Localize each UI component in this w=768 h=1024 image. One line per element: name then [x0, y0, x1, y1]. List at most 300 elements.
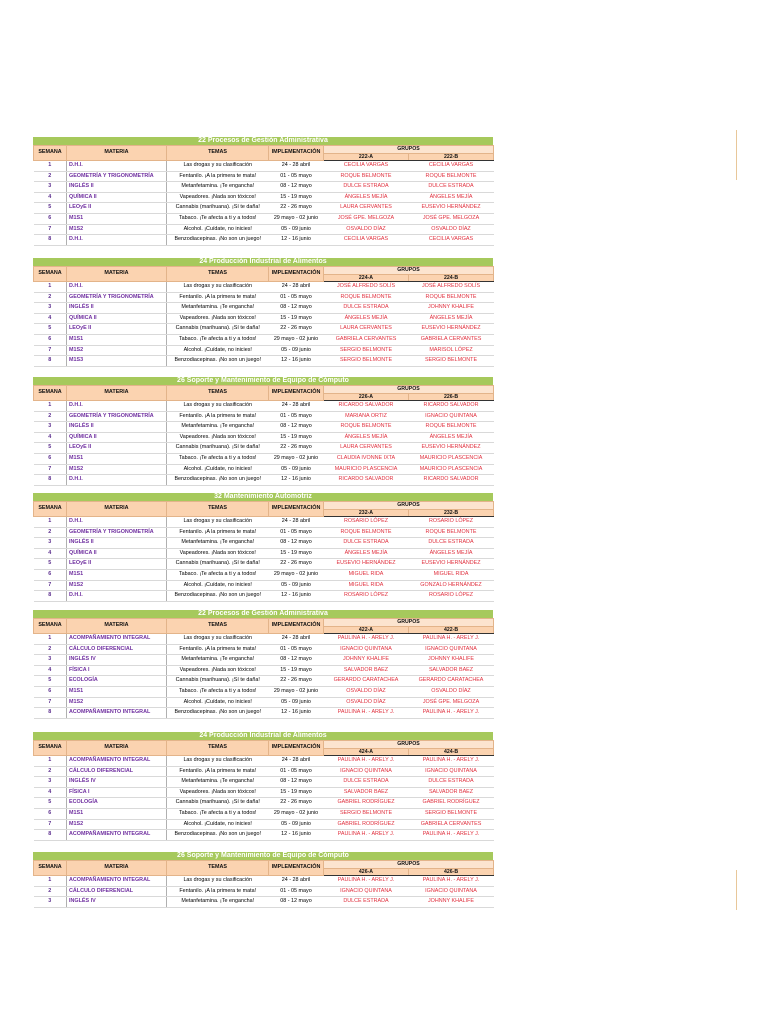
table-row	[34, 517, 494, 528]
week-number: 3	[34, 538, 67, 549]
topic-name: Fentanilo. ¡A la primera te mata!	[167, 411, 269, 422]
teacher-group-b: IGNACIO QUINTANA	[409, 411, 494, 422]
teacher-group-b: RICARDO SALVADOR	[409, 475, 494, 486]
teacher-group-b: EUSEVIO HERNÁNDEZ	[409, 443, 494, 454]
topic-name: Benzodiacepinas. ¡No son un juego!	[167, 830, 269, 841]
teacher-group-a: PAULINA H. - ARELY J.	[324, 876, 409, 887]
header-grupos: GRUPOS	[324, 146, 494, 154]
subject-name: ACOMPAÑAMIENTO INTEGRAL	[67, 876, 167, 887]
table-row	[34, 411, 494, 422]
subject-name: M1S2	[67, 464, 167, 475]
schedule-section	[33, 852, 493, 908]
teacher-group-b: MAURICIO PLASCENCIA	[409, 453, 494, 464]
table-row	[34, 830, 494, 841]
teacher-group-b: DULCE ESTRADA	[409, 777, 494, 788]
table-row	[34, 876, 494, 887]
implementation-dates: 08 - 12 mayo	[269, 897, 324, 908]
implementation-dates: 05 - 09 junio	[269, 224, 324, 235]
topic-name: Alcohol. ¡Cuídate, no inicies!	[167, 224, 269, 235]
implementation-dates: 15 - 19 mayo	[269, 432, 324, 443]
teacher-group-b: GERARDO CARATACHEA	[409, 676, 494, 687]
week-number: 7	[34, 819, 67, 830]
table-row	[34, 313, 494, 324]
teacher-group-a: SERGIO BELMONTE	[324, 345, 409, 356]
subject-name: M1S2	[67, 224, 167, 235]
subject-name: INGLÉS II	[67, 303, 167, 314]
week-number: 4	[34, 313, 67, 324]
subject-name: D.H.I.	[67, 475, 167, 486]
topic-name: Tabaco. ¡Te afecta a ti y a todos!	[167, 686, 269, 697]
teacher-group-b: CECILIA VARGAS	[409, 235, 494, 246]
header-implementacion: IMPLEMENTACIÓN	[269, 386, 324, 401]
topic-name: Benzodiacepinas. ¡No son un juego!	[167, 591, 269, 602]
implementation-dates: 24 - 28 abril	[269, 634, 324, 645]
header-semana: SEMANA	[34, 267, 67, 282]
week-number: 5	[34, 676, 67, 687]
week-number: 1	[34, 517, 67, 528]
page-edge-line	[736, 130, 737, 180]
topic-name: Benzodiacepinas. ¡No son un juego!	[167, 708, 269, 719]
schedule-section	[33, 493, 493, 602]
teacher-group-b: SERGIO BELMONTE	[409, 356, 494, 367]
header-temas: TEMAS	[167, 146, 269, 161]
header-semana: SEMANA	[34, 386, 67, 401]
topic-name: Tabaco. ¡Te afecta a ti y a todos!	[167, 808, 269, 819]
topic-name: Benzodiacepinas. ¡No son un juego!	[167, 475, 269, 486]
implementation-dates: 24 - 28 abril	[269, 161, 324, 172]
topic-name: Vapeadores. ¡Nada son tóxicos!	[167, 548, 269, 559]
group-code: 422-B	[409, 626, 494, 634]
implementation-dates: 08 - 12 mayo	[269, 538, 324, 549]
teacher-group-b: ROQUE BELMONTE	[409, 422, 494, 433]
teacher-group-b: PAULINA H. - ARELY J.	[409, 634, 494, 645]
subject-name: D.H.I.	[67, 161, 167, 172]
table-row	[34, 171, 494, 182]
topic-name: Cannabis (marihuana). ¡Sí te daña!	[167, 203, 269, 214]
week-number: 7	[34, 697, 67, 708]
week-number: 1	[34, 876, 67, 887]
week-number: 2	[34, 171, 67, 182]
topic-name: Fentanilo. ¡A la primera te mata!	[167, 292, 269, 303]
teacher-group-b: CECILIA VARGAS	[409, 161, 494, 172]
header-temas: TEMAS	[167, 386, 269, 401]
topic-name: Las drogas y su clasificación	[167, 161, 269, 172]
group-code: 222-B	[409, 153, 494, 161]
table-row	[34, 897, 494, 908]
teacher-group-b: RICARDO SALVADOR	[409, 401, 494, 412]
subject-name: GEOMETRÍA Y TRIGONOMETRÍA	[67, 411, 167, 422]
table-row	[34, 401, 494, 412]
table-row	[34, 422, 494, 433]
teacher-group-b: SERGIO BELMONTE	[409, 808, 494, 819]
week-number: 6	[34, 569, 67, 580]
header-materia: MATERIA	[67, 502, 167, 517]
teacher-group-b: GABRIEL RODRÍGUEZ	[409, 798, 494, 809]
teacher-group-b: PAULINA H. - ARELY J.	[409, 830, 494, 841]
teacher-group-b: IGNACIO QUINTANA	[409, 766, 494, 777]
subject-name: M1S2	[67, 819, 167, 830]
teacher-group-b: ROQUE BELMONTE	[409, 292, 494, 303]
teacher-group-a: DULCE ESTRADA	[324, 182, 409, 193]
table-row	[34, 203, 494, 214]
subject-name: INGLÉS II	[67, 538, 167, 549]
group-code: 426-A	[324, 868, 409, 876]
week-number: 2	[34, 527, 67, 538]
implementation-dates: 15 - 19 mayo	[269, 787, 324, 798]
week-number: 8	[34, 235, 67, 246]
table-row	[34, 161, 494, 172]
group-code: 424-B	[409, 748, 494, 756]
implementation-dates: 22 - 26 mayo	[269, 676, 324, 687]
header-semana: SEMANA	[34, 861, 67, 876]
topic-name: Metanfetamina. ¡Te engancha!	[167, 538, 269, 549]
subject-name: D.H.I.	[67, 282, 167, 293]
header-temas: TEMAS	[167, 619, 269, 634]
header-temas: TEMAS	[167, 741, 269, 756]
teacher-group-b: ROQUE BELMONTE	[409, 527, 494, 538]
week-number: 1	[34, 161, 67, 172]
week-number: 7	[34, 345, 67, 356]
teacher-group-a: PAULINA H. - ARELY J.	[324, 708, 409, 719]
header-temas: TEMAS	[167, 267, 269, 282]
week-number: 6	[34, 213, 67, 224]
topic-name: Metanfetamina. ¡Te engancha!	[167, 422, 269, 433]
schedule-section	[33, 137, 493, 246]
group-code: 226-A	[324, 393, 409, 401]
topic-name: Tabaco. ¡Te afecta a ti y a todos!	[167, 453, 269, 464]
header-grupos: GRUPOS	[324, 386, 494, 394]
teacher-group-a: JOSÉ GPE. MELGOZA	[324, 213, 409, 224]
schedule-section	[33, 732, 493, 841]
teacher-group-a: MAURICIO PLASCENCIA	[324, 464, 409, 475]
teacher-group-b: EUSEVIO HERNÁNDEZ	[409, 559, 494, 570]
implementation-dates: 22 - 26 mayo	[269, 559, 324, 570]
week-number: 1	[34, 756, 67, 767]
subject-name: LEOyE II	[67, 324, 167, 335]
teacher-group-a: MIGUEL RIDA	[324, 580, 409, 591]
week-number: 5	[34, 559, 67, 570]
subject-name: ACOMPAÑAMIENTO INTEGRAL	[67, 830, 167, 841]
implementation-dates: 01 - 05 mayo	[269, 766, 324, 777]
table-row	[34, 213, 494, 224]
header-semana: SEMANA	[34, 741, 67, 756]
week-number: 2	[34, 886, 67, 897]
table-row	[34, 756, 494, 767]
teacher-group-b: ROSARIO LÓPEZ	[409, 591, 494, 602]
schedule-table	[33, 860, 494, 908]
implementation-dates: 05 - 09 junio	[269, 819, 324, 830]
table-row	[34, 886, 494, 897]
teacher-group-b: DULCE ESTRADA	[409, 538, 494, 549]
schedule-section	[33, 377, 493, 486]
table-row	[34, 655, 494, 666]
teacher-group-a: ROQUE BELMONTE	[324, 527, 409, 538]
header-grupos: GRUPOS	[324, 861, 494, 869]
table-row	[34, 538, 494, 549]
section-title: 26 Soporte y Mantenimiento de Equipo de Cómputo	[33, 377, 493, 385]
table-row	[34, 303, 494, 314]
week-number: 3	[34, 303, 67, 314]
subject-name: INGLÉS IV	[67, 777, 167, 788]
group-code: 232-B	[409, 509, 494, 517]
topic-name: Vapeadores. ¡Nada son tóxicos!	[167, 313, 269, 324]
table-row	[34, 819, 494, 830]
schedule-table	[33, 145, 494, 246]
topic-name: Metanfetamina. ¡Te engancha!	[167, 897, 269, 908]
week-number: 6	[34, 334, 67, 345]
teacher-group-b: GONZALO HERNÁNDEZ	[409, 580, 494, 591]
implementation-dates: 05 - 09 junio	[269, 697, 324, 708]
table-row	[34, 580, 494, 591]
week-number: 3	[34, 777, 67, 788]
table-row	[34, 777, 494, 788]
header-materia: MATERIA	[67, 146, 167, 161]
teacher-group-b: PAULINA H. - ARELY J.	[409, 756, 494, 767]
subject-name: QUÍMICA II	[67, 313, 167, 324]
table-row	[34, 665, 494, 676]
subject-name: CÁLCULO DIFERENCIAL	[67, 766, 167, 777]
table-row	[34, 527, 494, 538]
topic-name: Alcohol. ¡Cuídate, no inicies!	[167, 345, 269, 356]
teacher-group-b: ROQUE BELMONTE	[409, 171, 494, 182]
teacher-group-a: SALVADOR BAEZ	[324, 787, 409, 798]
teacher-group-a: JOHNNY KHALIFE	[324, 655, 409, 666]
table-row	[34, 475, 494, 486]
implementation-dates: 05 - 09 junio	[269, 345, 324, 356]
teacher-group-a: CLAUDIA IVONNE IXTA	[324, 453, 409, 464]
teacher-group-b: PAULINA H. - ARELY J.	[409, 876, 494, 887]
section-title: 22 Procesos de Gestión Administrativa	[33, 610, 493, 618]
subject-name: D.H.I.	[67, 591, 167, 602]
teacher-group-b: MIGUEL RIDA	[409, 569, 494, 580]
header-materia: MATERIA	[67, 267, 167, 282]
section-title: 32 Mantenimiento Automotriz	[33, 493, 493, 501]
header-grupos: GRUPOS	[324, 267, 494, 275]
table-row	[34, 334, 494, 345]
implementation-dates: 22 - 26 mayo	[269, 324, 324, 335]
table-row	[34, 345, 494, 356]
topic-name: Tabaco. ¡Te afecta a ti y a todos!	[167, 213, 269, 224]
implementation-dates: 29 mayo - 02 junio	[269, 808, 324, 819]
implementation-dates: 12 - 16 junio	[269, 708, 324, 719]
teacher-group-b: SALVADOR BAEZ	[409, 665, 494, 676]
implementation-dates: 24 - 28 abril	[269, 282, 324, 293]
week-number: 8	[34, 356, 67, 367]
implementation-dates: 22 - 26 mayo	[269, 443, 324, 454]
implementation-dates: 15 - 19 mayo	[269, 192, 324, 203]
topic-name: Vapeadores. ¡Nada son tóxicos!	[167, 665, 269, 676]
subject-name: M1S1	[67, 213, 167, 224]
topic-name: Fentanilo. ¡A la primera te mata!	[167, 766, 269, 777]
teacher-group-a: SALVADOR BAEZ	[324, 665, 409, 676]
subject-name: M1S3	[67, 356, 167, 367]
implementation-dates: 15 - 19 mayo	[269, 313, 324, 324]
teacher-group-a: ÁNGELES MEJÍA	[324, 192, 409, 203]
subject-name: ACOMPAÑAMIENTO INTEGRAL	[67, 756, 167, 767]
implementation-dates: 08 - 12 mayo	[269, 182, 324, 193]
implementation-dates: 29 mayo - 02 junio	[269, 686, 324, 697]
header-materia: MATERIA	[67, 741, 167, 756]
group-code: 224-A	[324, 274, 409, 282]
group-code: 226-B	[409, 393, 494, 401]
group-code: 222-A	[324, 153, 409, 161]
subject-name: LEOyE II	[67, 443, 167, 454]
teacher-group-a: OSVALDO DÍAZ	[324, 224, 409, 235]
table-row	[34, 808, 494, 819]
teacher-group-a: JOSÉ ALFREDO SOLÍS	[324, 282, 409, 293]
subject-name: FÍSICA I	[67, 665, 167, 676]
teacher-group-b: EUSEVIO HERNÁNDEZ	[409, 324, 494, 335]
table-row	[34, 356, 494, 367]
topic-name: Alcohol. ¡Cuídate, no inicies!	[167, 580, 269, 591]
topic-name: Las drogas y su clasificación	[167, 876, 269, 887]
week-number: 8	[34, 475, 67, 486]
teacher-group-a: GABRIELA CERVANTES	[324, 334, 409, 345]
teacher-group-b: ÁNGELES MEJÍA	[409, 432, 494, 443]
header-implementacion: IMPLEMENTACIÓN	[269, 502, 324, 517]
group-code: 426-B	[409, 868, 494, 876]
implementation-dates: 29 mayo - 02 junio	[269, 213, 324, 224]
table-row	[34, 182, 494, 193]
page-edge-line	[736, 870, 737, 910]
subject-name: M1S1	[67, 808, 167, 819]
week-number: 3	[34, 655, 67, 666]
implementation-dates: 12 - 16 junio	[269, 356, 324, 367]
topic-name: Tabaco. ¡Te afecta a ti y a todos!	[167, 334, 269, 345]
teacher-group-b: OSVALDO DÍAZ	[409, 686, 494, 697]
subject-name: INGLÉS IV	[67, 655, 167, 666]
table-row	[34, 443, 494, 454]
implementation-dates: 29 mayo - 02 junio	[269, 569, 324, 580]
week-number: 6	[34, 686, 67, 697]
topic-name: Las drogas y su clasificación	[167, 517, 269, 528]
week-number: 7	[34, 580, 67, 591]
subject-name: INGLÉS II	[67, 422, 167, 433]
table-row	[34, 292, 494, 303]
topic-name: Las drogas y su clasificación	[167, 756, 269, 767]
schedule-table	[33, 385, 494, 486]
teacher-group-b: JOSÉ GPE. MELGOZA	[409, 213, 494, 224]
subject-name: D.H.I.	[67, 517, 167, 528]
teacher-group-a: SERGIO BELMONTE	[324, 356, 409, 367]
topic-name: Fentanilo. ¡A la primera te mata!	[167, 171, 269, 182]
implementation-dates: 01 - 05 mayo	[269, 644, 324, 655]
topic-name: Vapeadores. ¡Nada son tóxicos!	[167, 192, 269, 203]
implementation-dates: 24 - 28 abril	[269, 756, 324, 767]
subject-name: INGLÉS IV	[67, 897, 167, 908]
subject-name: INGLÉS II	[67, 182, 167, 193]
teacher-group-a: OSVALDO DÍAZ	[324, 697, 409, 708]
teacher-group-a: ÁNGELES MEJÍA	[324, 548, 409, 559]
section-title: 24 Producción Industrial de Alimentos	[33, 732, 493, 740]
topic-name: Cannabis (marihuana). ¡Sí te daña!	[167, 559, 269, 570]
teacher-group-b: SALVADOR BAEZ	[409, 787, 494, 798]
teacher-group-a: DULCE ESTRADA	[324, 777, 409, 788]
teacher-group-b: JOHNNY KHALIFE	[409, 897, 494, 908]
table-row	[34, 432, 494, 443]
teacher-group-b: EUSEVIO HERNÁNDEZ	[409, 203, 494, 214]
table-row	[34, 686, 494, 697]
teacher-group-a: ROQUE BELMONTE	[324, 422, 409, 433]
teacher-group-b: GABRIELA CERVANTES	[409, 334, 494, 345]
implementation-dates: 05 - 09 junio	[269, 580, 324, 591]
teacher-group-b: IGNACIO QUINTANA	[409, 644, 494, 655]
week-number: 8	[34, 591, 67, 602]
group-code: 224-B	[409, 274, 494, 282]
subject-name: QUÍMICA II	[67, 548, 167, 559]
header-temas: TEMAS	[167, 502, 269, 517]
week-number: 3	[34, 182, 67, 193]
teacher-group-b: GABRIELA CERVANTES	[409, 819, 494, 830]
week-number: 2	[34, 292, 67, 303]
table-row	[34, 697, 494, 708]
implementation-dates: 01 - 05 mayo	[269, 411, 324, 422]
week-number: 1	[34, 401, 67, 412]
table-row	[34, 548, 494, 559]
implementation-dates: 15 - 19 mayo	[269, 665, 324, 676]
section-title: 26 Soporte y Mantenimiento de Equipo de Cómputo	[33, 852, 493, 860]
teacher-group-b: JOHNNY KHALIFE	[409, 303, 494, 314]
week-number: 2	[34, 411, 67, 422]
subject-name: GEOMETRÍA Y TRIGONOMETRÍA	[67, 527, 167, 538]
implementation-dates: 24 - 28 abril	[269, 517, 324, 528]
topic-name: Alcohol. ¡Cuídate, no inicies!	[167, 464, 269, 475]
week-number: 5	[34, 798, 67, 809]
group-code: 232-A	[324, 509, 409, 517]
teacher-group-b: ÁNGELES MEJÍA	[409, 548, 494, 559]
week-number: 4	[34, 665, 67, 676]
subject-name: M1S2	[67, 697, 167, 708]
teacher-group-a: RICARDO SALVADOR	[324, 475, 409, 486]
table-row	[34, 453, 494, 464]
table-row	[34, 634, 494, 645]
topic-name: Las drogas y su clasificación	[167, 282, 269, 293]
topic-name: Cannabis (marihuana). ¡Sí te daña!	[167, 443, 269, 454]
topic-name: Metanfetamina. ¡Te engancha!	[167, 182, 269, 193]
teacher-group-b: JOSÉ ALFREDO SOLÍS	[409, 282, 494, 293]
section-title: 24 Producción Industrial de Alimentos	[33, 258, 493, 266]
teacher-group-a: ROQUE BELMONTE	[324, 292, 409, 303]
topic-name: Metanfetamina. ¡Te engancha!	[167, 303, 269, 314]
header-grupos: GRUPOS	[324, 502, 494, 510]
subject-name: FÍSICA I	[67, 787, 167, 798]
table-row	[34, 224, 494, 235]
implementation-dates: 29 mayo - 02 junio	[269, 334, 324, 345]
teacher-group-a: IGNACIO QUINTANA	[324, 766, 409, 777]
topic-name: Alcohol. ¡Cuídate, no inicies!	[167, 819, 269, 830]
table-row	[34, 644, 494, 655]
topic-name: Fentanilo. ¡A la primera te mata!	[167, 527, 269, 538]
section-title: 22 Procesos de Gestión Administrativa	[33, 137, 493, 145]
topic-name: Las drogas y su clasificación	[167, 634, 269, 645]
subject-name: M1S2	[67, 345, 167, 356]
teacher-group-a: ROQUE BELMONTE	[324, 171, 409, 182]
week-number: 4	[34, 787, 67, 798]
subject-name: QUÍMICA II	[67, 432, 167, 443]
implementation-dates: 22 - 26 mayo	[269, 203, 324, 214]
header-semana: SEMANA	[34, 146, 67, 161]
subject-name: D.H.I.	[67, 235, 167, 246]
teacher-group-a: MIGUEL RIDA	[324, 569, 409, 580]
implementation-dates: 08 - 12 mayo	[269, 777, 324, 788]
week-number: 4	[34, 548, 67, 559]
teacher-group-b: OSVALDO DÍAZ	[409, 224, 494, 235]
implementation-dates: 01 - 05 mayo	[269, 292, 324, 303]
teacher-group-b: JOSÉ GPE. MELGOZA	[409, 697, 494, 708]
week-number: 7	[34, 224, 67, 235]
header-implementacion: IMPLEMENTACIÓN	[269, 267, 324, 282]
teacher-group-a: MARIANA ORTIZ	[324, 411, 409, 422]
